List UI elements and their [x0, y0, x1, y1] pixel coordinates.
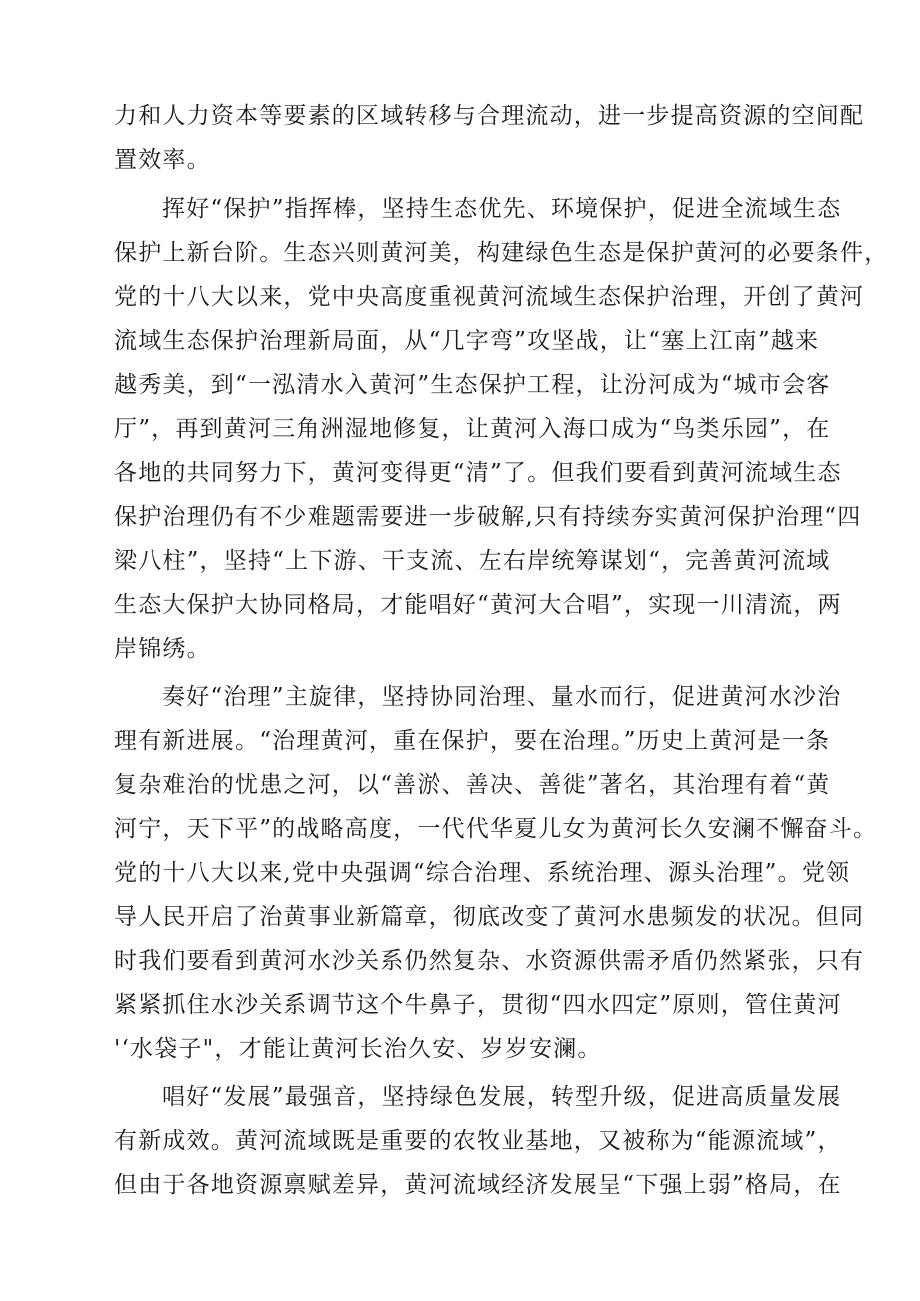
- paragraph-first-line: 唱好“发展”最强音，坚持绿色发展，转型升级，促进高质量发展: [162, 1084, 842, 1110]
- text-line: 置效率。: [114, 147, 211, 173]
- text-line: 生态大保护大协同格局，才能唱好“黄河大合唱”，实现一川清流，两: [114, 592, 842, 618]
- text-line: 党的十八大以来,党中央强调“综合治理、系统治理、源头治理”。党领: [114, 860, 851, 886]
- text-line: '‘水袋子"，才能让黄河长治久安、岁岁安澜。: [114, 1036, 602, 1062]
- text-line: 紧紧抓住水沙关系调节这个牛鼻子，贯彻“四水四定”原则，管住黄河: [114, 992, 842, 1018]
- text-line: 导人民开启了治黄事业新篇章，彻底改变了黄河水患频发的状况。但同: [114, 904, 865, 930]
- text-line: 力和人力资本等要素的区域转移与合理流动，进一步提高资源的空间配: [114, 103, 865, 129]
- text-line: 各地的共同努力下，黄河变得更“清”了。但我们要看到黄河流域生态: [114, 460, 842, 486]
- text-line: 保护上新台阶。生态兴则黄河美，构建绿色生态是保护黄河的必要条件，: [114, 240, 889, 266]
- text-line: 保护治理仍有不少难题需要进一步破解,只有持续夯实黄河保护治理“四: [114, 504, 862, 530]
- text-line: 有新成效。黄河流域既是重要的农牧业基地，又被称为“能源流域”，: [114, 1128, 842, 1154]
- text-line: 但由于各地资源禀赋差异，黄河流域经济发展呈“下强上弱”格局，在: [114, 1172, 842, 1198]
- text-line: 河宁，天下平”的战略高度，一代代华夏儿女为黄河长久安澜不懈奋斗。: [114, 816, 878, 842]
- paragraph-first-line: 奏好“治理”主旋律，坚持协同治理、量水而行，促进黄河水沙治: [162, 684, 842, 710]
- text-line: 流域生态保护治理新局面，从“几字弯”攻坚战，让“塞上江南”越来: [114, 328, 820, 354]
- text-line: 复杂难治的忧患之河，以“善淤、善决、善徙”著名，其治理有着“黄: [114, 772, 831, 798]
- text-line: 厅”，再到黄河三角洲湿地修复，让黄河入海口成为“鸟类乐园”，在: [114, 416, 831, 442]
- text-line: 理有新进展。“治理黄河，重在保护，要在治理。”历史上黄河是一条: [114, 728, 831, 754]
- text-line: 时我们要看到黄河水沙关系仍然复杂、水资源供需矛盾仍然紧张，只有: [114, 948, 865, 974]
- text-line: 梁八柱”，坚持“上下游、干支流、左右岸统筹谋划“，完善黄河流域: [114, 548, 831, 574]
- text-line: 党的十八大以来，党中央高度重视黄河流域生态保护治理，开创了黄河: [114, 284, 865, 310]
- text-line: 越秀美，到“一泓清水入黄河”生态保护工程，让汾河成为“城市会客: [114, 372, 831, 398]
- text-line: 岸锦绣。: [114, 636, 211, 662]
- paragraph-first-line: 挥好“保护”指挥棒，坚持生态优先、环境保护，促进全流域生态: [162, 196, 842, 222]
